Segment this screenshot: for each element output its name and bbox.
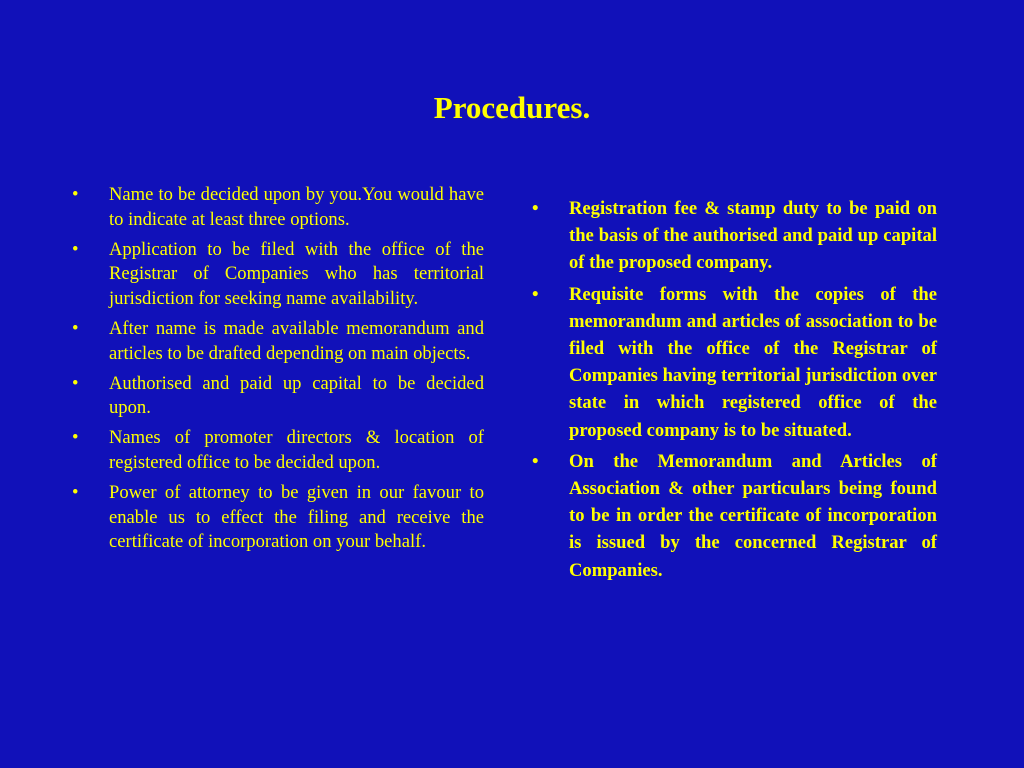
list-item-text: Application to be filed with the office of the Registrar of Companies who has territorial jurisdiction for seeking name availability. bbox=[109, 238, 484, 310]
list-item-text: Registration fee & stamp duty to be paid on the basis of the authorised and paid up capital of the proposed company. bbox=[569, 198, 937, 274]
bullet-icon: • bbox=[72, 238, 79, 260]
list-item bbox=[72, 372, 484, 422]
bullet-icon: • bbox=[532, 198, 539, 219]
list-item-text: Requisite forms with the copies of the memorandum and articles of association to be filed with the office of the Registrar of Companies having territorial jurisdiction over state in which registered office of the proposed company is to be situated. bbox=[569, 283, 937, 441]
right-bullet-list bbox=[532, 195, 937, 588]
list-item-text: Names of promoter directors & location of registered office to be decided upon. bbox=[109, 427, 484, 473]
list-item-text: Name to be decided upon by you.You would have to indicate at least three options. bbox=[109, 184, 484, 230]
list-item-text: On the Memorandum and Articles of Association & other particulars being found to be in order the certificate of incorporation is issued by the concerned Registrar of Companies. bbox=[569, 450, 937, 581]
list-item bbox=[72, 481, 484, 555]
bullet-icon: • bbox=[532, 450, 539, 472]
bullet-icon: • bbox=[72, 184, 79, 205]
bullet-icon: • bbox=[72, 481, 79, 503]
bullet-icon: • bbox=[72, 317, 79, 339]
list-item-text: Power of attorney to be given in our favour to enable us to effect the filing and receive the certificate of incorporation on your behalf. bbox=[109, 481, 484, 553]
list-item-text: Authorised and paid up capital to be decided upon. bbox=[109, 372, 484, 419]
bullet-icon: • bbox=[72, 372, 79, 394]
list-item bbox=[532, 281, 937, 444]
list-item bbox=[72, 238, 484, 312]
left-bullet-list bbox=[72, 183, 484, 560]
list-item bbox=[532, 448, 937, 584]
list-item bbox=[532, 195, 937, 277]
list-item-text: After name is made available memorandum and articles to be drafted depending on main objects. bbox=[109, 317, 484, 364]
bullet-icon: • bbox=[72, 427, 79, 449]
list-item bbox=[72, 426, 484, 476]
list-item bbox=[72, 183, 484, 233]
list-item bbox=[72, 317, 484, 367]
slide-title: Procedures. bbox=[433, 90, 591, 125]
bullet-icon: • bbox=[532, 283, 539, 305]
